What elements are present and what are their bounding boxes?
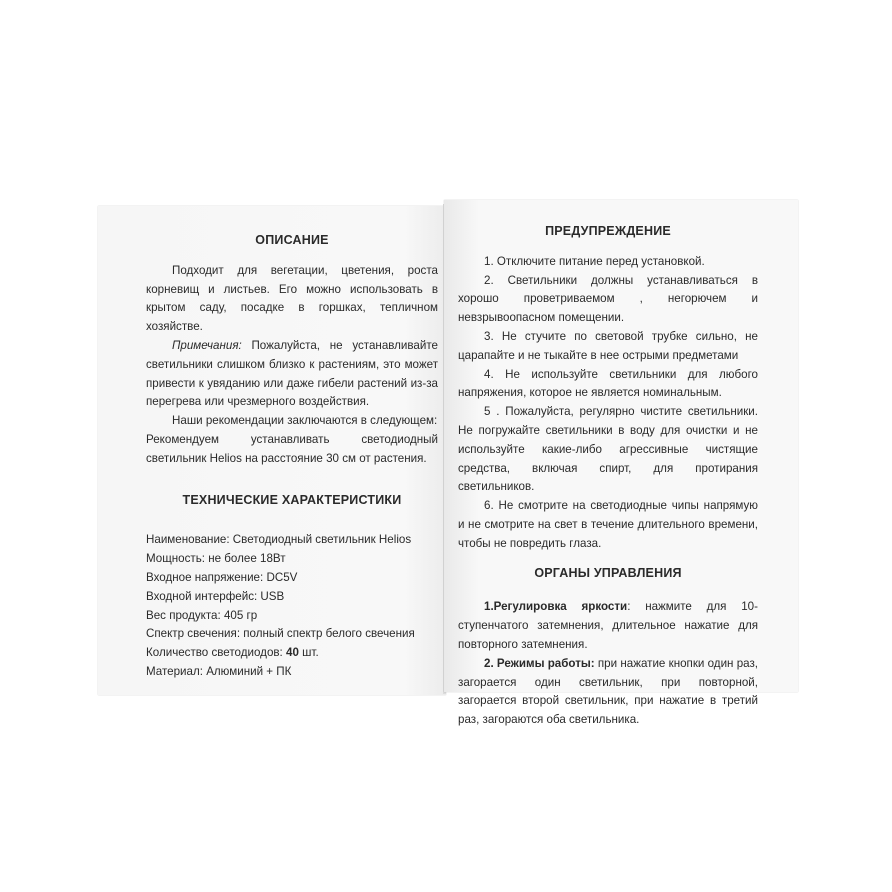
control-modes-label: 2. Режимы работы: — [484, 656, 595, 670]
left-page-content — [146, 231, 438, 682]
warning-item: 4. Не используйте светильники для любого напряжения, которое не является номинальным. — [458, 367, 758, 400]
warning-item: 3. Не стучите по световой трубке сильно, не царапайте и не тыкайте в нее острыми предметами — [458, 329, 758, 362]
warning-item: 5 . Пожалуйста, регулярно чистите светильники. Не погружайте светильники в воду для очистки и не используйте какие-либо агрессивные чистящие средства, включая спирт, для протирания светильников. — [458, 405, 758, 494]
right-page — [444, 200, 798, 727]
spec-material: Материал: Алюминий + ПК — [146, 664, 292, 678]
warning-item: 1. Отключите питание перед установкой. — [484, 254, 705, 268]
spec-led-count — [146, 644, 438, 663]
spec-voltage: Входное напряжение: DC5V — [146, 570, 298, 584]
control-modes-text: при нажатие кнопки один раз, загорается один светильник, при повторной, загорается второй светильник, при нажатие в третий раз, загораются оба светильника. — [458, 656, 758, 727]
warning-item: 2. Светильники должны устанавливаться в хорошо проветриваемом , негорючем и невзрывоопасном помещении. — [458, 273, 758, 325]
control-modes — [458, 655, 758, 730]
spec-interface: Входной интерфейс: USB — [146, 589, 285, 603]
control-brightness-label: 1.Регулировка яркости — [484, 600, 628, 614]
specs-heading: ТЕХНИЧЕСКИЕ ХАРАКТЕРИСТИКИ — [182, 492, 402, 507]
specs-list — [146, 531, 438, 681]
warning-heading: ПРЕДУПРЕЖДЕНИЕ — [545, 224, 671, 238]
left-page — [98, 206, 446, 695]
warning-item: 6. Не смотрите на светодиодные чипы напрямую и не смотрите на свет в течение длительного времени, чтобы не повредить глаза. — [458, 499, 758, 550]
control-brightness-text: : нажмите для 10-ступенчатого затемнения, длительное нажатие для повторного затемнения. — [458, 600, 758, 651]
note-paragraph — [146, 337, 438, 412]
spec-weight: Вес продукта: 405 гр — [146, 608, 258, 622]
spec-spectrum: Спектр свечения: полный спектр белого свечения — [146, 627, 415, 641]
control-brightness — [458, 598, 758, 654]
spec-name: Наименование: Светодиодный светильник Helios — [146, 533, 412, 547]
spec-power: Мощность: не более 18Вт — [146, 552, 286, 566]
spec-led-count-unit: шт. — [298, 646, 319, 660]
note-text: Пожалуйста, не устанавливайте светильники слишком близко к растениям, это может привести к увяданию или даже гибели растений из-за перегрева или чрезмерного воздействия. — [146, 338, 438, 409]
controls-heading: ОРГАНЫ УПРАВЛЕНИЯ — [534, 565, 682, 580]
note-label: Примечания: — [172, 338, 242, 352]
recommendation-intro: Наши рекомендации заключаются в следующем: — [172, 414, 438, 428]
right-page-content — [458, 222, 758, 730]
description-heading: ОПИСАНИЕ — [255, 233, 329, 247]
spec-led-count-label: Количество светодиодов: — [146, 646, 286, 660]
instruction-booklet — [98, 200, 798, 727]
description-paragraph: Подходит для вегетации, цветения, роста корневищ и листьев. Его можно использовать в крытом саду, посадке в горшках, тепличном хозяйстве. — [146, 263, 438, 334]
spec-led-count-value: 40 — [286, 646, 299, 660]
recommendation-text: Рекомендуем устанавливать светодиодный светильник Helios на расстояние 30 см от растения. — [146, 432, 438, 465]
